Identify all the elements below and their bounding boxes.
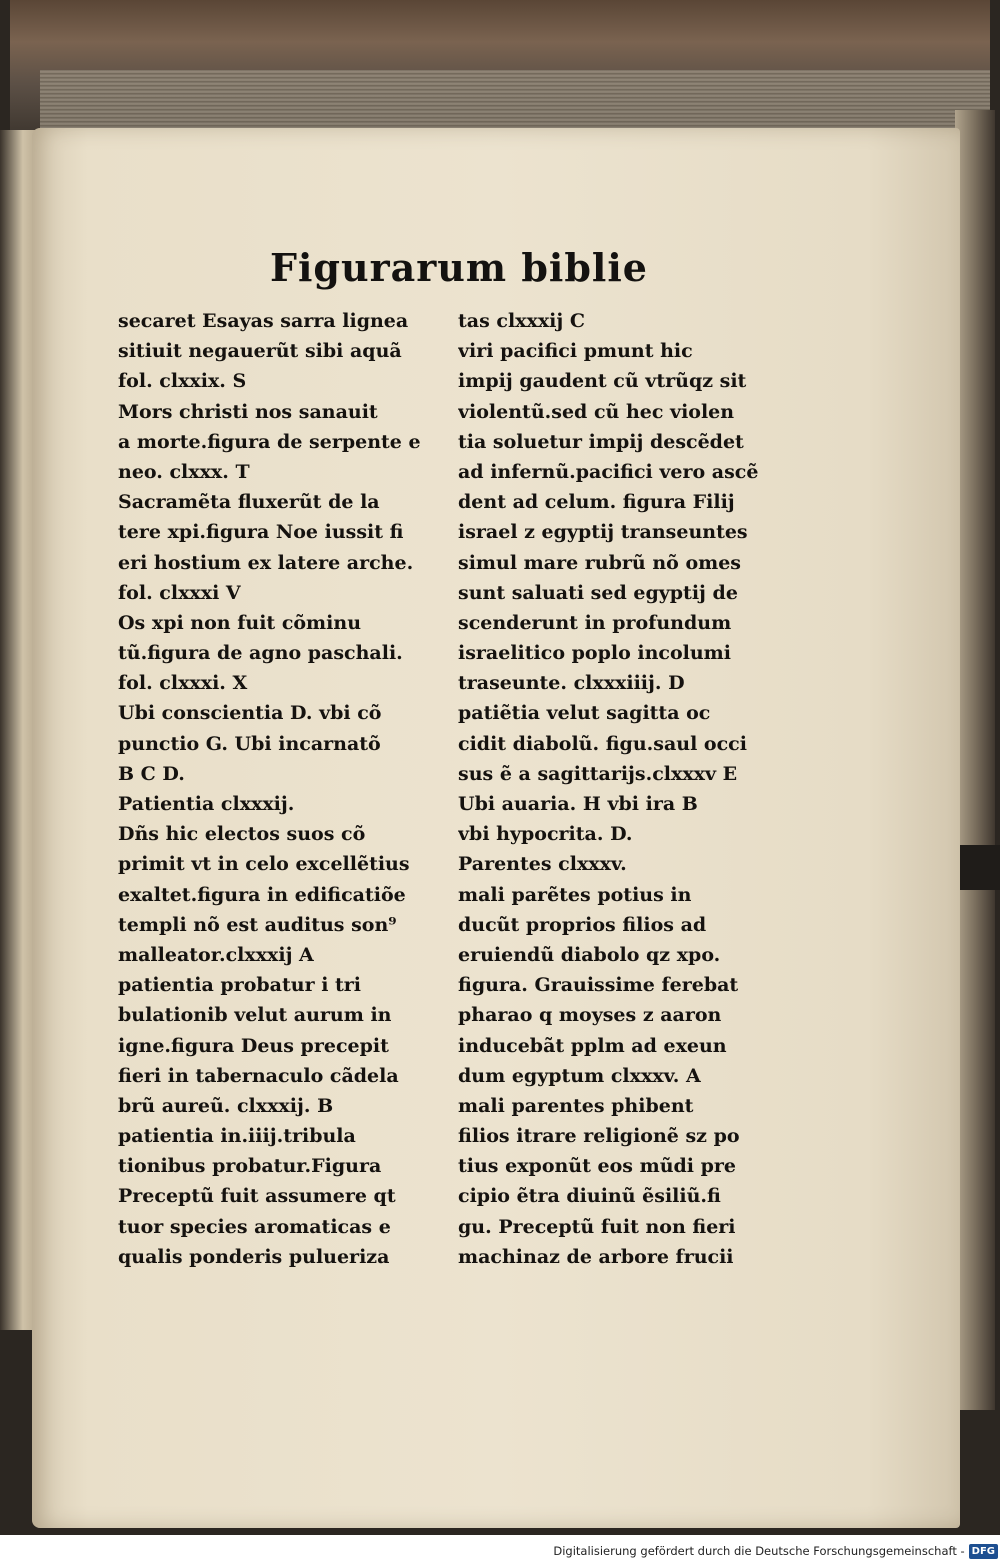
book-top-edge bbox=[10, 0, 990, 140]
text-line: cipio ẽtra diuinũ ẽsiliũ.fi bbox=[458, 1185, 721, 1208]
page-edges bbox=[40, 70, 990, 130]
text-line: Patientia clxxxij. bbox=[118, 793, 295, 815]
text-line: Sacramẽta fluxerũt de la bbox=[118, 491, 380, 514]
text-line: Parentes clxxxv. bbox=[458, 853, 627, 876]
text-line: punctio G. Ubi incarnatõ bbox=[118, 732, 381, 755]
text-line: vbi hypocrita. D. bbox=[458, 823, 633, 846]
text-line: figura. Grauissime ferebat bbox=[458, 974, 739, 997]
text-line: ad infernũ.pacifici vero ascẽ bbox=[458, 460, 759, 483]
text-line: Dñs hic electos suos cõ bbox=[118, 823, 366, 846]
footer-text: Digitalisierung gefördert durch die Deutsche Forschungsgemeinschaft - bbox=[553, 1544, 965, 1558]
text-line: traseunte. clxxxiiij. D bbox=[458, 672, 685, 695]
text-line: israel z egyptij transeuntes bbox=[458, 521, 748, 544]
text-line: fieri in tabernaculo cãdela bbox=[118, 1064, 399, 1087]
text-line: patiẽtia velut sagitta oc bbox=[458, 702, 711, 725]
text-line: simul mare rubrũ nõ omes bbox=[458, 551, 742, 574]
text-line: secaret Esayas sarra lignea bbox=[118, 310, 409, 332]
text-line: machinaz de arbore frucii bbox=[458, 1245, 734, 1268]
text-line: scenderunt in profundum bbox=[458, 611, 732, 634]
text-line: gu. Preceptũ fuit non fieri bbox=[458, 1215, 736, 1238]
text-line: pharao q moyses z aaron bbox=[458, 1004, 722, 1027]
text-line: patientia in.iiij.tribula bbox=[118, 1125, 356, 1148]
text-line: igne.figura Deus precepit bbox=[118, 1034, 389, 1057]
text-line: templi nõ est auditus son⁹ bbox=[118, 913, 397, 936]
text-line: violentũ.sed cũ hec violen bbox=[458, 400, 735, 423]
left-column bbox=[118, 306, 478, 1272]
text-line: Preceptũ fuit assumere qt bbox=[118, 1185, 396, 1208]
text-line: sus ẽ a sagittarijs.clxxxv E bbox=[458, 762, 738, 785]
text-line: tere xpi.figura Noe iussit fi bbox=[118, 521, 404, 544]
text-line: fol. clxxxi V bbox=[118, 581, 241, 604]
text-line: ducũt proprios filios ad bbox=[458, 913, 707, 936]
text-line: cidit diabolũ. figu.saul occi bbox=[458, 732, 747, 755]
text-line: Ubi conscientia D. vbi cõ bbox=[118, 702, 382, 725]
text-line: filios itrare religionẽ sz po bbox=[458, 1125, 740, 1148]
text-line: primit vt in celo excellẽtius bbox=[118, 853, 410, 876]
text-line: bulationib velut aurum in bbox=[118, 1004, 392, 1027]
text-line: tuor species aromaticas e bbox=[118, 1215, 391, 1238]
text-line: impij gaudent cũ vtrũqz sit bbox=[458, 370, 747, 393]
text-line: fol. clxxxi. X bbox=[118, 672, 248, 695]
text-line: brũ aureũ. clxxxij. B bbox=[118, 1094, 334, 1117]
text-line: Ubi auaria. H vbi ira B bbox=[458, 793, 698, 815]
text-line: sitiuit negauerũt sibi aquã bbox=[118, 340, 402, 363]
text-line: patientia probatur i tri bbox=[118, 974, 362, 997]
text-line: inducebãt pplm ad exeun bbox=[458, 1034, 727, 1057]
text-line: tius exponũt eos mũdi pre bbox=[458, 1155, 737, 1178]
dfg-logo: DFG bbox=[969, 1544, 998, 1559]
text-line: viri pacifici pmunt hic bbox=[458, 340, 693, 363]
text-line: a morte.figura de serpente e bbox=[118, 430, 421, 453]
text-line: eri hostium ex latere arche. bbox=[118, 551, 414, 574]
right-column bbox=[458, 306, 803, 1272]
text-line: fol. clxxix. S bbox=[118, 370, 247, 393]
text-line: sunt saluati sed egyptij de bbox=[458, 581, 738, 604]
footer bbox=[553, 1540, 998, 1562]
text-line: mali parẽtes potius in bbox=[458, 883, 692, 906]
text-line: Os xpi non fuit cõminu bbox=[118, 611, 362, 634]
text-line: neo. clxxx. T bbox=[118, 460, 250, 483]
text-line: tas clxxxij C bbox=[458, 310, 585, 332]
text-line: tũ.figura de agno paschali. bbox=[118, 642, 403, 665]
text-line: Mors christi nos sanauit bbox=[118, 400, 378, 423]
page-heading: Figurarum biblie bbox=[270, 245, 648, 290]
text-line: exaltet.figura in edificatiõe bbox=[118, 883, 406, 906]
text-line: dent ad celum. figura Filij bbox=[458, 491, 735, 514]
text-line: B C D. bbox=[118, 762, 185, 785]
text-line: tionibus probatur.Figura bbox=[118, 1155, 382, 1178]
text-line: dum egyptum clxxxv. A bbox=[458, 1064, 701, 1087]
text-line: qualis ponderis pulueriza bbox=[118, 1245, 390, 1268]
text-line: malleator.clxxxij A bbox=[118, 943, 314, 966]
text-line: tia soluetur impij descẽdet bbox=[458, 430, 744, 453]
right-page-edge bbox=[955, 110, 995, 1410]
text-line: israelitico poplo incolumi bbox=[458, 642, 731, 665]
text-line: eruiendũ diabolo qz xpo. bbox=[458, 943, 721, 966]
text-line: mali parentes phibent bbox=[458, 1094, 694, 1117]
